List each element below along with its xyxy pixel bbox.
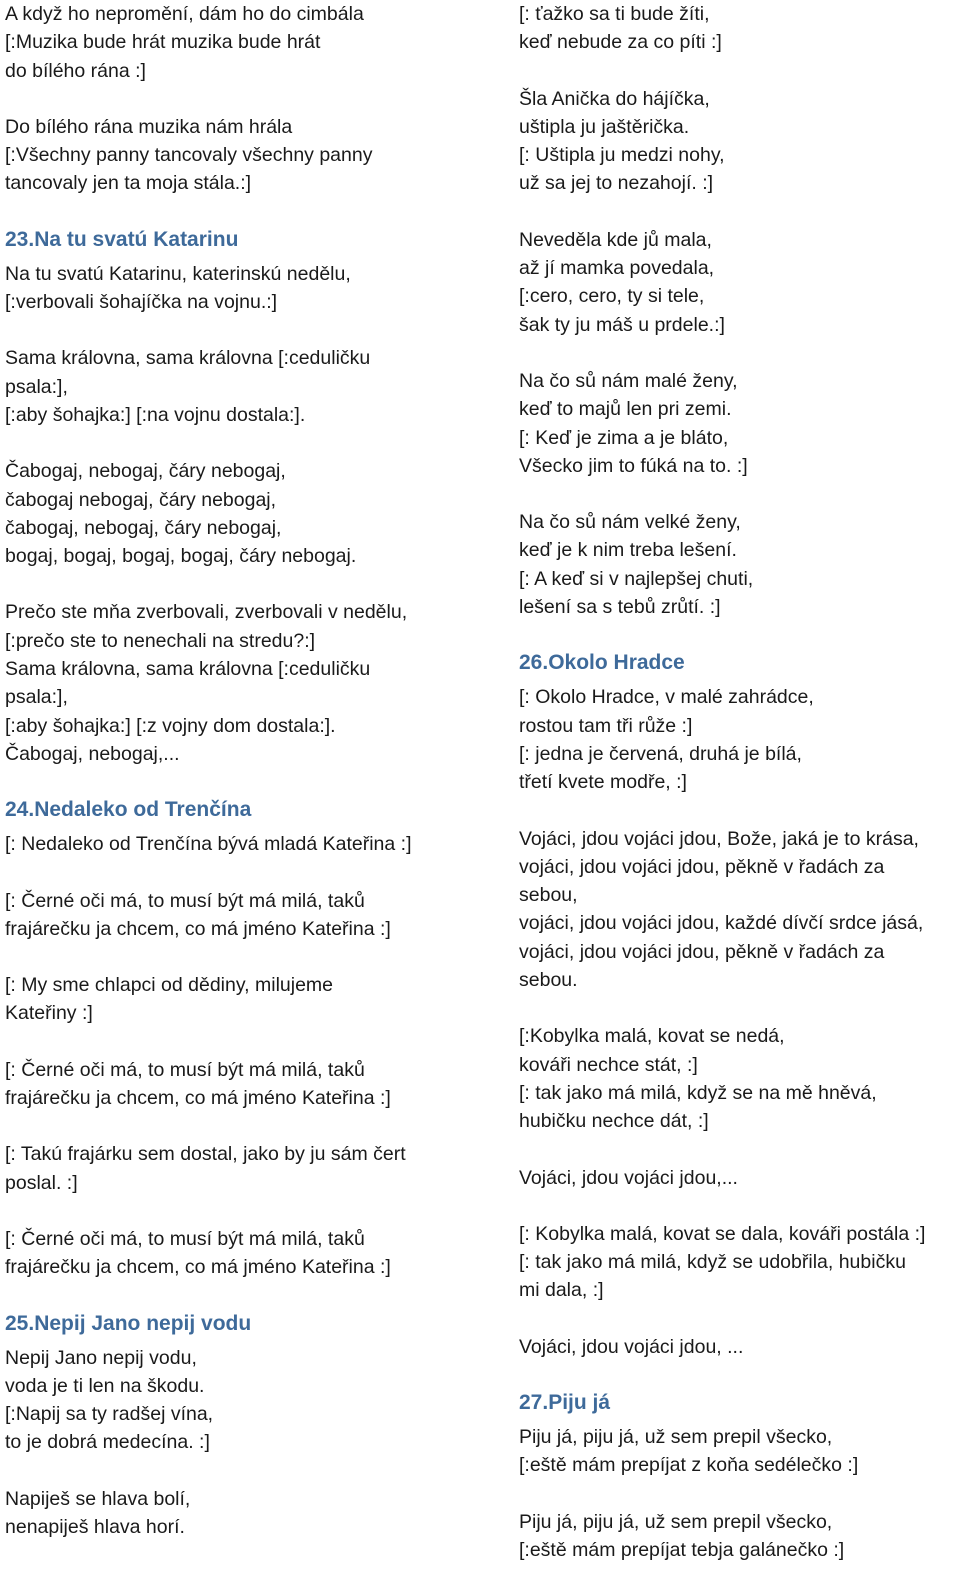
lyric-line: A když ho nepromění, dám ho do cimbála: [5, 3, 364, 25]
stanza: [5, 971, 500, 1028]
lyric-line: [:prečo ste to nenechali na stredu?:]: [5, 629, 316, 652]
lyric-line: to je dobrá medecína. :]: [5, 1431, 210, 1454]
lyric-line: [: Černé oči má, to musí být má milá, taků: [5, 889, 365, 912]
lyric-line: už sa jej to nezahojí. :]: [519, 172, 714, 195]
lyric-line: Sama královna, sama královna [:ceduličku: [5, 347, 371, 370]
lyric-line: [: A keď si v najlepšej chuti,: [519, 567, 754, 590]
stanza: [5, 344, 500, 429]
lyric-line: [:eště mám prepíjat z koňa sedélečko :]: [519, 1454, 859, 1477]
lyric-line: keď to majů len pri zemi.: [519, 398, 732, 421]
lyric-line: hubičku nechce dát, :]: [519, 1110, 709, 1133]
lyric-line: frajárečku ja chcem, co má jméno Kateřina :]: [5, 1256, 391, 1279]
lyric-line: [:Všechny panny tancovaly všechny panny: [5, 144, 373, 167]
lyric-line: sebou,: [519, 884, 578, 907]
lyric-line: do bílého rána :]: [5, 59, 146, 82]
lyric-line: [: Takú frajárku sem dostal, jako by ju sám čert: [5, 1143, 406, 1166]
lyric-line: Vojáci, jdou vojáci jdou,...: [519, 1166, 738, 1189]
stanza: [5, 113, 500, 198]
stanza: [5, 1485, 500, 1542]
lyric-line: Vojáci, jdou vojáci jdou, Bože, jaká je to krása,: [519, 827, 919, 850]
song-title: 26.Okolo Hradce: [519, 651, 685, 675]
song-title: 24.Nedaleko od Trenčína: [5, 798, 252, 822]
lyric-line: mi dala, :]: [519, 1279, 604, 1302]
lyric-line: Na tu svatú Katarinu, katerinskú nedělu,: [5, 262, 351, 285]
lyric-line: [:eště mám prepíjat tebja galánečko :]: [519, 1538, 845, 1561]
lyric-line: [:aby šohajka:] [:na vojnu dostala:].: [5, 403, 306, 426]
lyric-line: psala:],: [5, 686, 68, 709]
lyric-line: keď nebude za co píti :]: [519, 31, 722, 54]
lyric-line: až jí mamka povedala,: [519, 257, 715, 280]
stanza: [5, 1056, 500, 1113]
stanza: [519, 683, 959, 796]
lyric-line: [: tak jako má milá, když se na mě hněvá,: [519, 1081, 877, 1104]
lyric-line: Piju já, piju já, už sem prepil všecko,: [519, 1425, 833, 1448]
song-title: 27.Piju já: [519, 1390, 611, 1414]
lyric-line: rostou tam tři růže :]: [519, 714, 693, 737]
lyric-line: [:Kobylka malá, kovat se nedá,: [519, 1025, 785, 1048]
stanza: [519, 85, 959, 198]
right-column: [519, 0, 959, 1592]
lyric-line: poslal. :]: [5, 1171, 78, 1194]
lyric-line: vojáci, jdou vojáci jdou, pěkně v řadách za: [519, 940, 885, 963]
stanza: [5, 1344, 500, 1457]
lyric-line: [: jedna je červená, druhá je bílá,: [519, 742, 802, 765]
lyric-line: [:aby šohajka:] [:z vojny dom dostala:].: [5, 714, 336, 737]
lyric-line: sebou.: [519, 969, 578, 992]
lyric-line: Do bílého rána muzika nám hrála: [5, 115, 293, 138]
lyric-line: šak ty ju máš u prdele.:]: [519, 313, 725, 336]
lyric-line: Kateřiny :]: [5, 1002, 93, 1025]
stanza: [519, 226, 959, 339]
lyric-line: psala:],: [5, 375, 68, 398]
lyric-line: Piju já, piju já, už sem prepil všecko,: [519, 1510, 833, 1533]
lyric-line: tancovaly jen ta moja stála.:]: [5, 172, 252, 195]
lyric-line: vojáci, jdou vojáci jdou, každé dívčí srdce jásá,: [519, 912, 924, 935]
lyric-line: [:verbovali šohajíčka na vojnu.:]: [5, 291, 278, 314]
left-column: [5, 0, 500, 1569]
lyric-line: keď je k nim treba lešení.: [519, 539, 737, 562]
lyric-line: [:Muzika bude hrát muzika bude hrát: [5, 31, 321, 54]
lyric-line: [: ťažko sa ti bude žíti,: [519, 3, 710, 25]
stanza: [519, 367, 959, 480]
lyric-line: Napiješ se hlava bolí,: [5, 1487, 191, 1510]
lyric-line: [: Černé oči má, to musí být má milá, taků: [5, 1058, 365, 1081]
lyric-line: [: Černé oči má, to musí být má milá, taků: [5, 1227, 365, 1250]
stanza: [519, 1022, 959, 1135]
lyric-line: uštipla ju jaštěrička.: [519, 115, 690, 138]
lyric-line: frajárečku ja chcem, co má jméno Kateřina :]: [5, 1087, 391, 1110]
stanza: [519, 1164, 959, 1192]
lyric-line: nenapiješ hlava horí.: [5, 1515, 185, 1538]
lyric-line: [:Napij sa ty radšej vína,: [5, 1403, 214, 1426]
lyric-line: Prečo ste mňa zverbovali, zverbovali v nedělu,: [5, 601, 408, 624]
lyric-line: [: tak jako má milá, když se udobřila, hubičku: [519, 1251, 906, 1274]
stanza: [519, 1423, 959, 1480]
lyric-line: [: My sme chlapci od dědiny, milujeme: [5, 974, 334, 997]
stanza: [519, 508, 959, 621]
lyric-line: [: Okolo Hradce, v malé zahrádce,: [519, 686, 814, 709]
stanza: [519, 825, 959, 995]
lyric-line: Na čo sů nám velké ženy,: [519, 511, 741, 534]
lyric-line: [: Keď je zima a je bláto,: [519, 426, 729, 449]
stanza: [5, 830, 500, 858]
lyric-line: vojáci, jdou vojáci jdou, pěkně v řadách za: [519, 855, 885, 878]
lyric-line: Vojáci, jdou vojáci jdou, ...: [519, 1335, 744, 1358]
lyric-line: [:cero, cero, ty si tele,: [519, 285, 705, 308]
stanza: [5, 1225, 500, 1282]
song-title: 23.Na tu svatú Katarinu: [5, 227, 239, 251]
lyric-line: [: Uštipla ju medzi nohy,: [519, 144, 725, 167]
song-title: 25.Nepij Jano nepij vodu: [5, 1311, 252, 1335]
lyric-line: Nepij Jano nepij vodu,: [5, 1346, 197, 1369]
lyric-line: voda je ti len na škodu.: [5, 1374, 205, 1397]
stanza: [5, 1140, 500, 1197]
lyric-line: Neveděla kde jů mala,: [519, 228, 712, 251]
stanza: [5, 260, 500, 317]
stanza: [519, 0, 959, 57]
lyric-line: Čabogaj, nebogaj, čáry nebogaj,: [5, 460, 286, 483]
lyric-line: bogaj, bogaj, bogaj, bogaj, čáry nebogaj.: [5, 545, 357, 568]
stanza: [519, 1333, 959, 1361]
lyric-line: Na čo sů nám malé ženy,: [519, 369, 738, 392]
lyric-line: Sama královna, sama královna [:ceduličku: [5, 658, 371, 681]
stanza: [5, 598, 500, 768]
stanza: [5, 0, 500, 85]
stanza: [5, 887, 500, 944]
lyric-line: [: Nedaleko od Trenčína bývá mladá Kateřina :]: [5, 833, 412, 856]
lyric-line: lešení sa s tebů zrůtí. :]: [519, 596, 721, 619]
lyric-line: čabogaj, nebogaj, čáry nebogaj,: [5, 516, 282, 539]
lyric-line: Šla Anička do hájíčka,: [519, 87, 710, 110]
lyric-line: kováři nechce stát, :]: [519, 1053, 698, 1076]
lyric-line: Čabogaj, nebogaj,...: [5, 742, 180, 765]
stanza: [5, 457, 500, 570]
lyric-line: Všecko jim to fúká na to. :]: [519, 454, 748, 477]
stanza: [519, 1508, 959, 1565]
lyric-line: [: Kobylka malá, kovat se dala, kováři postála :]: [519, 1222, 926, 1245]
lyric-line: frajárečku ja chcem, co má jméno Kateřina :]: [5, 917, 391, 940]
stanza: [519, 1220, 959, 1305]
lyric-line: třetí kvete modře, :]: [519, 771, 687, 794]
lyric-line: čabogaj nebogaj, čáry nebogaj,: [5, 488, 277, 511]
